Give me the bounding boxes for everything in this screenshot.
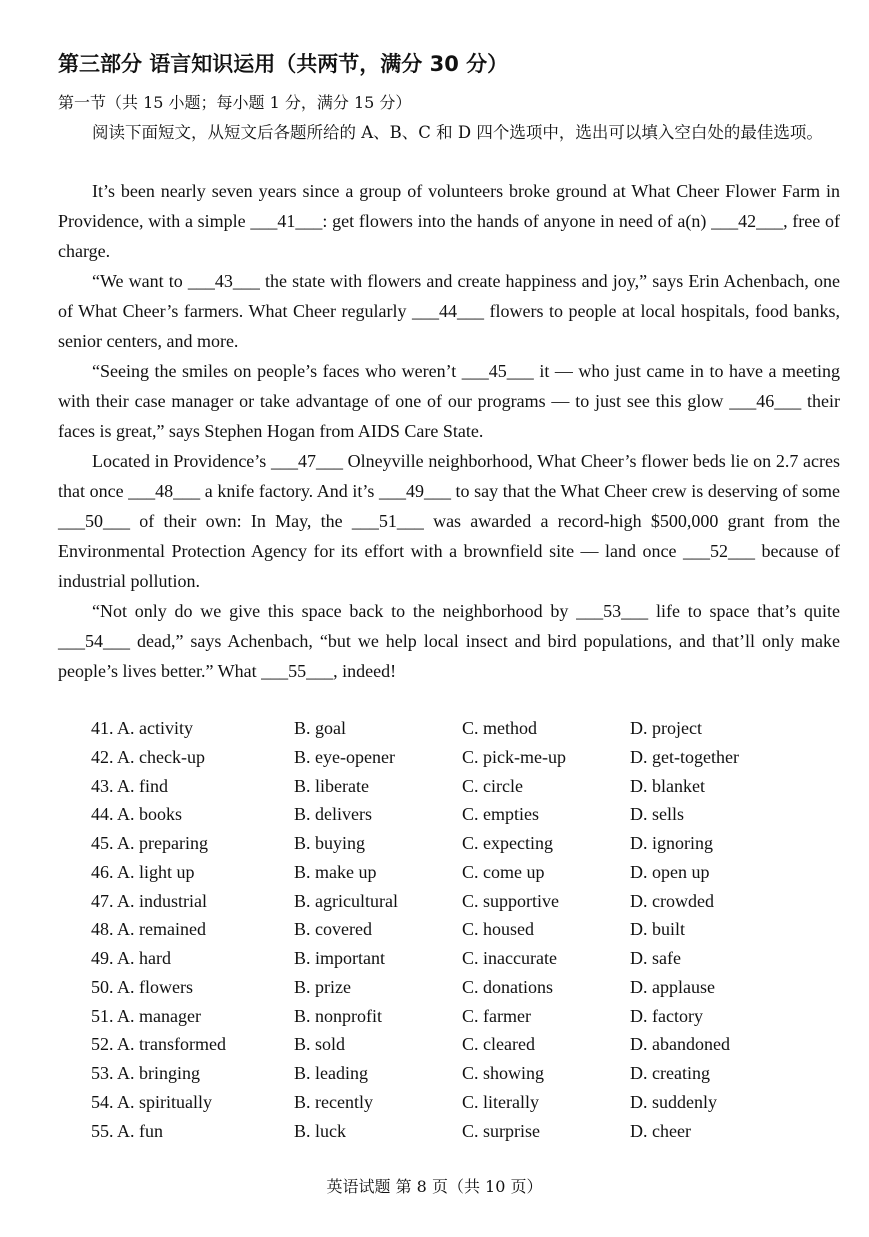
option-b: B. liberate [294, 775, 369, 796]
option-b: B. prize [294, 976, 351, 997]
page-footer: 英语试题 第 8 页（共 10 页） [326, 1177, 543, 1196]
option-c: C. surprise [462, 1120, 540, 1141]
option-c: C. donations [462, 976, 554, 997]
option-row [91, 858, 851, 887]
option-row [91, 887, 851, 916]
passage-paragraph: “We want to ___43___ the state with flowers and create happiness and joy,” says Erin Achenbach, one of What Cheer’s farmers. What Cheer regularly ___44___ flowers to people at local hospitals, food banks, senior centers, and more. [58, 271, 840, 351]
option-c: C. come up [462, 861, 545, 882]
option-a: 52. A. transformed [91, 1034, 226, 1055]
option-a: 55. A. fun [91, 1120, 163, 1141]
option-d: D. creating [630, 1063, 710, 1083]
passage-paragraph: Located in Providence’s ___47___ Olneyville neighborhood, What Cheer’s flower beds lie on 2.7 acres that once ___48___ a knife factory. And it’s ___49___ to say that the What Cheer crew is deserving of some ___50___ of their own: In May, the ___51___ was awarded a record-high $500,000 grant from the Environmental Protection Agency for its effort with a brownfield site — land once ___52___ because of industrial pollution. [58, 451, 840, 591]
option-row [91, 800, 851, 829]
option-d: D. safe [630, 948, 681, 968]
passage-paragraph: It’s been nearly seven years since a group of volunteers broke ground at What Cheer Flower Farm in Providence, with a simple ___41___: get flowers into the hands of anyone in need of a(n) ___42___, free of charge. [58, 181, 840, 261]
option-row [91, 915, 851, 944]
option-c: C. pick-me-up [462, 746, 566, 767]
option-b: B. sold [294, 1034, 346, 1055]
section-subtitle: 第一节（共 15 小题；每小题 1 分，满分 15 分） [58, 93, 412, 112]
option-b: B. delivers [294, 804, 372, 825]
option-b: B. make up [294, 861, 377, 882]
option-c: C. housed [462, 919, 534, 940]
option-a: 48. A. remained [91, 919, 206, 940]
section-title: 第三部分 语言知识运用（共两节，满分 30 分） [58, 52, 509, 76]
option-row [91, 1030, 851, 1059]
option-d: D. abandoned [630, 1034, 730, 1055]
option-d: D. applause [630, 976, 715, 997]
option-a: 43. A. find [91, 775, 169, 796]
option-row [91, 1059, 851, 1088]
option-d: D. cheer [630, 1120, 691, 1141]
option-row [91, 743, 851, 772]
passage-paragraph: “Seeing the smiles on people’s faces who weren’t ___45___ it — who just came in to have a meeting with their case manager or take advantage of one of our programs — to just see this glow ___46___ their faces is great,” says Stephen Hogan from AIDS Care State. [58, 361, 840, 441]
option-row [91, 1117, 851, 1146]
option-c: C. literally [462, 1091, 539, 1112]
option-d: D. sells [630, 804, 684, 825]
option-a: 47. A. industrial [91, 890, 207, 911]
option-c: C. showing [462, 1063, 545, 1083]
option-c: C. supportive [462, 890, 559, 911]
option-row [91, 772, 851, 801]
option-c: C. circle [462, 775, 523, 796]
option-d: D. crowded [630, 890, 714, 911]
option-a: 51. A. manager [91, 1005, 201, 1026]
option-a: 46. A. light up [91, 861, 195, 882]
option-row [91, 1002, 851, 1031]
option-d: D. get-together [630, 746, 739, 767]
option-c: C. inaccurate [462, 948, 557, 968]
passage-paragraph: “Not only do we give this space back to the neighborhood by ___53___ life to space that’s quite ___54___ dead,” says Achenbach, “but we help local insect and bird populations, and that’ll only make people’s lives better.” What ___55___, indeed! [58, 601, 840, 681]
option-row [91, 1088, 851, 1117]
option-d: D. ignoring [630, 833, 713, 853]
option-row [91, 714, 851, 743]
option-c: C. expecting [462, 833, 553, 853]
option-b: B. goal [294, 718, 346, 738]
option-a: 41. A. activity [91, 718, 193, 738]
option-c: C. farmer [462, 1005, 531, 1026]
option-a: 53. A. bringing [91, 1063, 201, 1083]
option-row [91, 944, 851, 973]
option-d: D. factory [630, 1005, 703, 1026]
option-b: B. eye-opener [294, 746, 395, 767]
option-d: D. built [630, 919, 686, 940]
option-a: 45. A. preparing [91, 833, 208, 853]
option-b: B. agricultural [294, 890, 398, 911]
option-a: 54. A. spiritually [91, 1091, 212, 1112]
option-row [91, 829, 851, 858]
instructions: 阅读下面短文，从短文后各题所给的 A、B、C 和 D 四个选项中，选出可以填入空白处的最佳选项。 [92, 123, 823, 142]
option-d: D. blanket [630, 775, 705, 796]
option-b: B. nonprofit [294, 1005, 382, 1026]
option-b: B. buying [294, 833, 366, 853]
option-c: C. empties [462, 804, 539, 825]
option-b: B. important [294, 948, 385, 968]
option-b: B. leading [294, 1063, 368, 1083]
option-d: D. project [630, 718, 702, 738]
option-d: D. suddenly [630, 1091, 717, 1112]
option-b: B. recently [294, 1091, 373, 1112]
option-a: 44. A. books [91, 804, 183, 825]
cloze-passage [58, 176, 840, 686]
option-d: D. open up [630, 861, 710, 882]
option-c: C. cleared [462, 1034, 535, 1055]
option-a: 50. A. flowers [91, 976, 193, 997]
option-a: 42. A. check-up [91, 746, 205, 767]
option-b: B. covered [294, 919, 372, 940]
option-c: C. method [462, 718, 537, 738]
option-row [91, 973, 851, 1002]
option-a: 49. A. hard [91, 948, 171, 968]
options-list [91, 714, 851, 1145]
option-b: B. luck [294, 1120, 346, 1141]
